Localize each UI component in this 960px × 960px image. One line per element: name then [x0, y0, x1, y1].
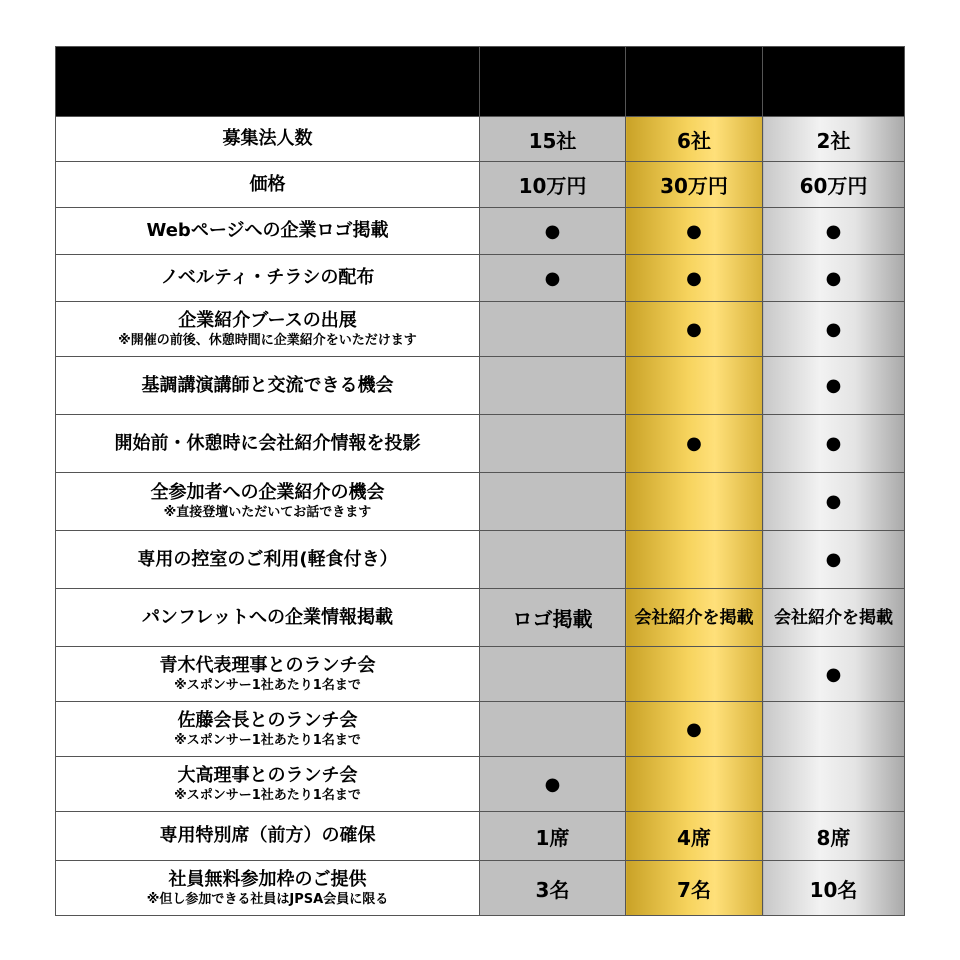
gold-cell [626, 473, 763, 531]
tier-value: 3名 [535, 877, 570, 902]
silver-cell [480, 589, 626, 647]
table-row [56, 302, 905, 357]
platinum-cell [763, 162, 905, 208]
gold-cell [626, 702, 763, 757]
gold-cell [626, 302, 763, 357]
silver-cell [480, 531, 626, 589]
benefit-label: 専用の控室のご利用(軽食付き） [137, 548, 398, 570]
tier-value: 10名 [809, 877, 858, 902]
table-row [56, 208, 905, 255]
platinum-cell [763, 208, 905, 255]
silver-cell [480, 255, 626, 302]
gold-cell [626, 208, 763, 255]
silver-cell [480, 302, 626, 357]
benefit-cell [56, 702, 480, 757]
included-marker: ● [825, 549, 842, 570]
column-header-gold: ゴールド [626, 47, 763, 117]
tier-value: 15社 [528, 128, 577, 153]
included-marker: ● [825, 220, 842, 242]
benefit-cell [56, 589, 480, 647]
included-marker: ● [686, 220, 702, 242]
tier-value: 1席 [535, 825, 570, 850]
table-row [56, 473, 905, 531]
table-row [56, 647, 905, 702]
benefit-label: 社員無料参加枠のご提供 [168, 868, 367, 890]
platinum-cell [763, 117, 905, 162]
benefit-label: 専用特別席（前方）の確保 [159, 825, 376, 846]
included-marker: ● [825, 433, 842, 454]
table-title: コンベンション2024スポンサー特典 [56, 47, 480, 117]
platinum-cell [763, 255, 905, 302]
benefit-note: ※スポンサー1社あたり1名まで [174, 732, 361, 748]
platinum-cell [763, 647, 905, 702]
benefit-note: ※スポンサー1社あたり1名まで [174, 787, 361, 803]
benefit-cell [56, 117, 480, 162]
benefit-label: Webページへの企業ロゴ掲載 [146, 220, 389, 241]
benefit-label: ノベルティ・チラシの配布 [160, 267, 375, 288]
table-row [56, 357, 905, 415]
benefit-cell [56, 162, 480, 208]
tier-value: 4席 [677, 825, 711, 850]
tier-value: 30万円 [660, 174, 728, 198]
benefit-cell [56, 208, 480, 255]
included-marker: ● [686, 267, 702, 289]
gold-cell [626, 162, 763, 208]
tier-value: 会社紹介を掲載 [774, 607, 893, 628]
table-row [56, 757, 905, 812]
silver-cell [480, 357, 626, 415]
included-marker: ● [686, 433, 702, 454]
benefit-cell [56, 473, 480, 531]
tier-value: ロゴ掲載 [512, 607, 593, 631]
sponsor-benefits-table [55, 46, 905, 916]
benefit-label: 募集法人数 [222, 128, 313, 149]
benefit-cell [56, 255, 480, 302]
benefit-cell [56, 531, 480, 589]
included-marker: ● [686, 318, 702, 340]
included-marker: ● [825, 375, 842, 396]
silver-cell [480, 647, 626, 702]
benefit-label: 佐藤会長とのランチ会 [177, 709, 358, 731]
header-row [56, 47, 905, 117]
platinum-cell [763, 812, 905, 861]
gold-cell [626, 589, 763, 647]
benefit-cell [56, 302, 480, 357]
tier-value: 10万円 [518, 174, 587, 198]
benefit-label: 全参加者への企業紹介の機会 [150, 482, 385, 503]
column-header-silver: シルバー [480, 47, 626, 117]
gold-cell [626, 531, 763, 589]
silver-cell [480, 415, 626, 473]
silver-cell [480, 117, 626, 162]
table-row [56, 702, 905, 757]
silver-cell [480, 702, 626, 757]
included-marker: ● [825, 491, 842, 512]
benefit-label: 大高理事とのランチ会 [177, 764, 358, 786]
table-row [56, 531, 905, 589]
gold-cell [626, 757, 763, 812]
gold-cell [626, 812, 763, 861]
platinum-cell [763, 861, 905, 916]
gold-cell [626, 861, 763, 916]
platinum-cell [763, 302, 905, 357]
table-row [56, 589, 905, 647]
benefit-note: ※直接登壇いただいてお話できます [163, 505, 372, 520]
gold-cell [626, 647, 763, 702]
column-header-platinum: プラチナ [763, 47, 905, 117]
silver-cell [480, 757, 626, 812]
tier-value: 8席 [816, 825, 851, 850]
benefit-note: ※但し参加できる社員はJPSA会員に限る [146, 891, 389, 907]
included-marker: ● [825, 267, 842, 289]
table-row [56, 861, 905, 916]
benefit-label: 開始前・休憩時に会社紹介情報を投影 [114, 432, 421, 454]
included-marker: ● [544, 267, 561, 289]
gold-cell [626, 117, 763, 162]
tier-value: 60万円 [799, 174, 868, 198]
benefit-cell [56, 415, 480, 473]
benefit-label: 青木代表理事とのランチ会 [159, 654, 376, 676]
benefit-cell [56, 757, 480, 812]
included-marker: ● [825, 663, 842, 685]
table-row [56, 255, 905, 302]
included-marker: ● [544, 220, 561, 242]
benefit-label: 価格 [249, 173, 286, 195]
included-marker: ● [544, 773, 561, 795]
platinum-cell [763, 702, 905, 757]
platinum-cell [763, 357, 905, 415]
benefit-label: 基調講演講師と交流できる機会 [141, 374, 394, 396]
tier-value: 2社 [816, 128, 851, 153]
gold-cell [626, 357, 763, 415]
silver-cell [480, 861, 626, 916]
benefit-cell [56, 357, 480, 415]
silver-cell [480, 812, 626, 861]
tier-value: 6社 [677, 128, 711, 153]
benefit-note: ※開催の前後、休憩時間に企業紹介をいただけます [118, 332, 417, 348]
silver-cell [480, 162, 626, 208]
platinum-cell [763, 589, 905, 647]
benefit-label: 企業紹介ブースの出展 [178, 309, 357, 331]
platinum-cell [763, 531, 905, 589]
table-row [56, 117, 905, 162]
silver-cell [480, 473, 626, 531]
table-row [56, 162, 905, 208]
benefit-cell [56, 647, 480, 702]
tier-value: 7名 [677, 877, 711, 902]
included-marker: ● [686, 718, 702, 740]
table-row [56, 812, 905, 861]
platinum-cell [763, 757, 905, 812]
gold-cell [626, 415, 763, 473]
included-marker: ● [825, 318, 842, 340]
platinum-cell [763, 473, 905, 531]
silver-cell [480, 208, 626, 255]
benefit-label: パンフレットへの企業情報掲載 [141, 606, 394, 628]
benefit-cell [56, 812, 480, 861]
platinum-cell [763, 415, 905, 473]
table-row [56, 415, 905, 473]
tier-value: 会社紹介を掲載 [634, 607, 754, 628]
gold-cell [626, 255, 763, 302]
benefit-note: ※スポンサー1社あたり1名まで [174, 677, 361, 693]
benefit-cell [56, 861, 480, 916]
